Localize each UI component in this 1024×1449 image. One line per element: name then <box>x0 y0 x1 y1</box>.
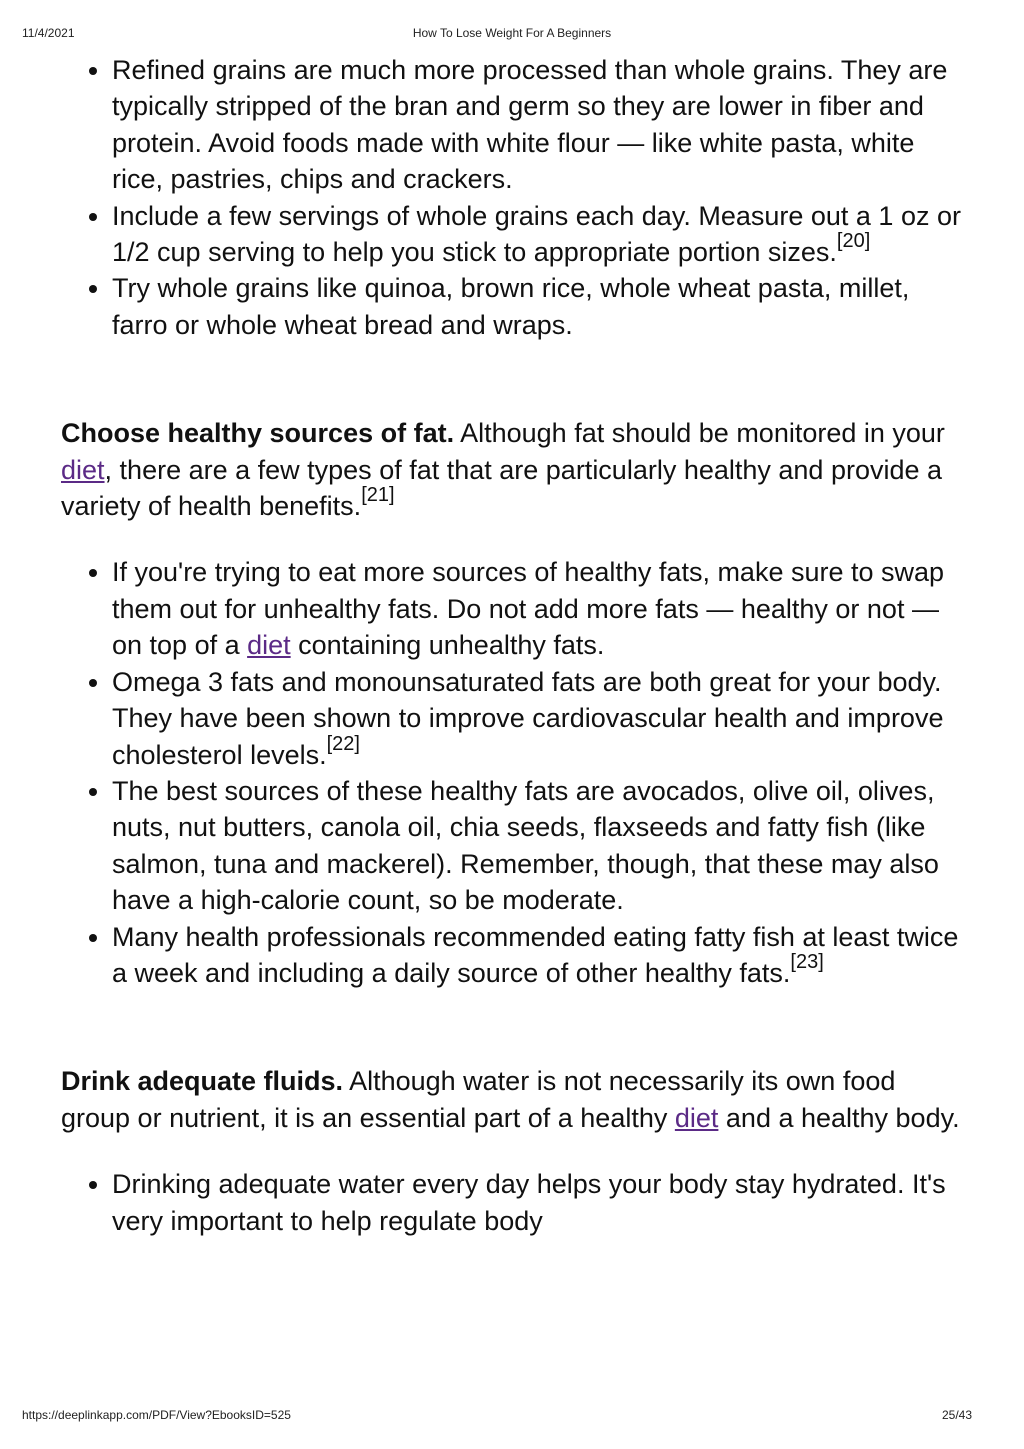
diet-link[interactable]: diet <box>61 454 105 485</box>
list-item-text: Omega 3 fats and monounsaturated fats are both great for your body. They have been shown to improve cardiovascular health and improve cholesterol levels. <box>112 666 944 770</box>
citation-ref: [21] <box>361 484 395 507</box>
fat-paragraph <box>61 415 971 524</box>
list-item <box>112 52 971 198</box>
fluids-text-a: Although water is not necessarily its own food group or nutrient, it is an essential part of a healthy <box>61 1066 896 1133</box>
list-item-text: Many health professionals recommended eating fatty fish at least twice a week and including a daily source of other healthy fats. <box>112 921 959 988</box>
fluids-paragraph <box>61 1063 971 1136</box>
footer-url: https://deeplinkapp.com/PDF/View?EbooksID=525 <box>22 1408 291 1422</box>
list-item-text: Drinking adequate water every day helps your body stay hydrated. It's very important to help regulate body <box>112 1169 946 1236</box>
fat-heading: Choose healthy sources of fat. <box>61 418 455 449</box>
citation-ref: [22] <box>326 732 360 755</box>
diet-link[interactable]: diet <box>674 1102 719 1133</box>
list-item <box>112 919 971 992</box>
citation-ref: [23] <box>790 950 824 973</box>
fluids-text-b: and a healthy body. <box>718 1102 960 1133</box>
list-item <box>112 773 971 919</box>
list-item <box>112 1166 971 1239</box>
diet-link[interactable]: diet <box>247 630 291 661</box>
list-item-text: Try whole grains like quinoa, brown rice, whole wheat pasta, millet, farro or whole wheat bread and wraps. <box>112 273 910 340</box>
list-item <box>112 664 971 773</box>
citation-ref: [20] <box>836 230 871 253</box>
list-item-text: Include a few servings of whole grains each day. Measure out a 1 oz or 1/2 cup serving to help you stick to appropriate portion sizes. <box>112 200 961 268</box>
fluids-list <box>61 1166 971 1239</box>
document-content <box>61 52 971 1239</box>
header-date: 11/4/2021 <box>22 26 75 40</box>
list-item-text: Refined grains are much more processed than whole grains. They are typically stripped of the bran and germ so they are lower in fiber and protein. Avoid foods made with white flour — like white pasta, white rice, pastries, chips and crackers. <box>112 55 948 195</box>
list-item-text: If you're trying to eat more sources of healthy fats, make sure to swap them out for unhealthy fats. Do not add more fats — healthy or not — on top of a <box>112 557 945 661</box>
fats-list <box>61 554 971 991</box>
fat-text-b: , there are a few types of fat that are particularly healthy and provide a variety of health benefits. <box>61 454 943 522</box>
list-item-text: The best sources of these healthy fats are avocados, olive oil, olives, nuts, nut butters, canola oil, chia seeds, flaxseeds and fatty fish (like salmon, tuna and mackerel). Remember, though, that these may also have a high-calorie count, so be moderate. <box>112 775 939 916</box>
page-header <box>0 26 1024 42</box>
list-item <box>112 554 971 663</box>
list-item <box>112 198 971 271</box>
grains-list <box>61 52 971 343</box>
fluids-heading: Drink adequate fluids. <box>61 1066 344 1097</box>
list-item <box>112 270 971 343</box>
list-item-text: containing unhealthy fats. <box>290 630 605 661</box>
fat-text-a: Although fat should be monitored in your <box>454 418 945 449</box>
page-number: 25/43 <box>941 1408 972 1422</box>
header-title: How To Lose Weight For A Beginners <box>412 26 612 40</box>
page-footer <box>0 1408 1024 1424</box>
